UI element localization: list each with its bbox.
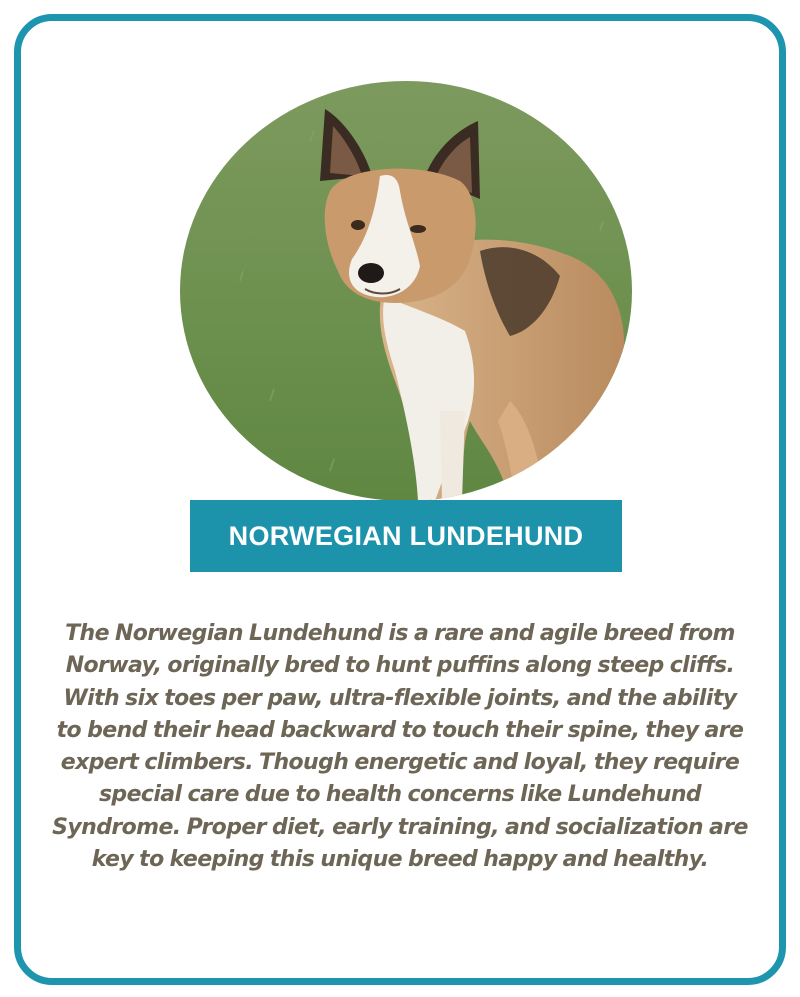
breed-name-banner xyxy=(190,500,622,572)
breed-description: The Norwegian Lundehund is a rare and agile breed from Norway, originally bred to hunt puffins along steep cliffs. With six toes per paw, ultra-flexible joints, and the ability to bend their head backward to touch their spine, they are expert climbers. Though energetic and loyal, they require special care due to health concerns like Lundehund Syndrome. Proper diet, early training, and socialization are key to keeping this unique breed happy and healthy. xyxy=(52,621,748,873)
breed-name: NORWEGIAN LUNDEHUND xyxy=(228,520,584,551)
dog-photo xyxy=(180,81,632,501)
